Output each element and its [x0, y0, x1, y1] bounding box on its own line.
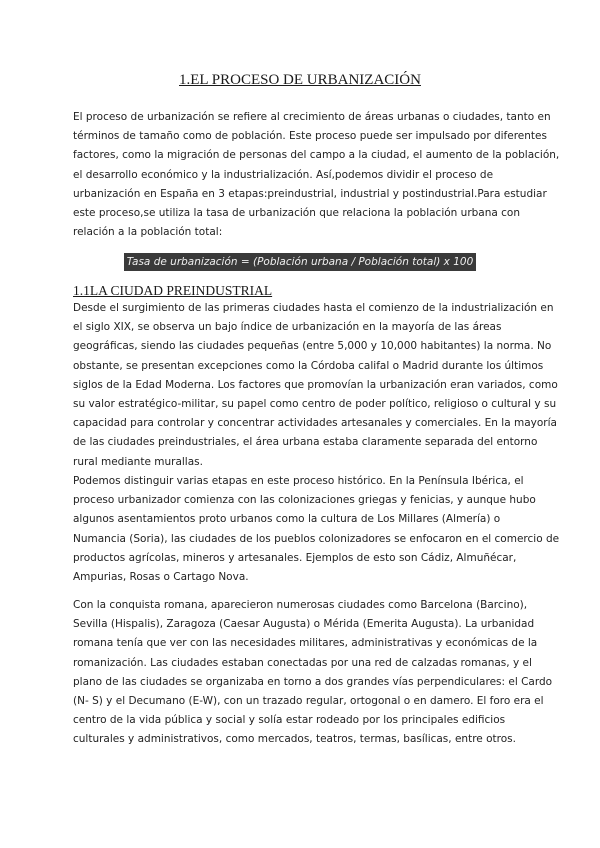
document-title: 1.EL PROCESO DE URBANIZACIÓN: [179, 72, 421, 88]
text-line: su valor estratégico-militar, su papel como centro de poder político, religioso o cultural y su: [73, 398, 557, 411]
text-line: rural mediante murallas.: [73, 455, 203, 468]
text-line: romana tenía que ver con las necesidades militares, administrativas y económicas de la: [73, 637, 538, 650]
text-line: (N- S) y el Decumano (E-W), con un trazado regular, ortogonal o en damero. El foro era el: [73, 695, 544, 708]
text-line: siglos de la Edad Moderna. Los factores que promovían la urbanización eran variados, como: [73, 378, 558, 391]
intro-paragraph: [73, 108, 560, 242]
text-line: El proceso de urbanización se refiere al crecimiento de áreas urbanas o ciudades, tanto en: [73, 111, 551, 123]
text-line: factores, como la migración de personas del campo a la ciudad, el aumento de la población,: [73, 149, 560, 162]
text-line: este proceso,se utiliza la tasa de urbanización que relaciona la población urbana con: [73, 207, 521, 220]
text-line: Desde el surgimiento de las primeras ciudades hasta el comienzo de la industrialización en: [73, 302, 554, 314]
text-line: centro de la vida pública y social y solía estar rodeado por los principales edificios: [73, 714, 506, 727]
text-line: Podemos distinguir varias etapas en este proceso histórico. En la Península Ibérica, el: [73, 475, 524, 487]
text-line: capacidad para controlar y concentrar actividades artesanales y comerciales. En la mayoría: [73, 417, 557, 430]
text-line: el siglo XIX, se observa un bajo índice de urbanización en la mayoría de las áreas: [73, 321, 502, 334]
text-line: plano de las ciudades se organizaba en torno a dos grandes vías perpendiculares: el Cardo: [73, 675, 553, 688]
text-line: Ampurias, Rosas o Cartago Nova.: [73, 571, 249, 584]
text-line: Con la conquista romana, aparecieron numerosas ciudades como Barcelona (Barcino),: [73, 599, 528, 611]
paragraph-roman: [73, 596, 553, 750]
text-line: productos agrícolas, mineros y artesanales. Ejemplos de esto son Cádiz, Almuñécar,: [73, 551, 517, 564]
text-line: romanización. Las ciudades estaban conectadas por una red de calzadas romanas, y el: [73, 656, 532, 669]
text-line: urbanización en España en 3 etapas:preindustrial, industrial y postindustrial.Para estudiar: [73, 187, 547, 200]
section-heading: 1.1LA CIUDAD PREINDUSTRIAL: [73, 283, 273, 298]
text-line: relación a la población total:: [73, 226, 223, 239]
text-line: Numancia (Soria), las ciudades de los pueblos colonizadores se enfocaron en el comercio de: [73, 532, 560, 545]
formula-block: [0, 250, 600, 271]
text-line: geográficas, siendo las ciudades pequeñas (entre 5,000 y 10,000 habitantes) la norma. No: [73, 340, 552, 353]
text-line: el desarrollo económico y la industrialización. Así,podemos dividir el proceso de: [73, 168, 494, 181]
formula-highlight: Tasa de urbanización = (Población urbana / Población total) x 100: [124, 253, 477, 271]
paragraph-stages: [73, 472, 560, 587]
text-line: obstante, se presentan excepciones como la Córdoba califal o Madrid durante los últimos: [73, 359, 544, 372]
text-line: términos de tamaño como de población. Este proceso puede ser impulsado por diferentes: [73, 130, 547, 143]
text-line: Sevilla (Hispalis), Zaragoza (Caesar Augusta) o Mérida (Emerita Augusta). La urbanidad: [73, 618, 535, 631]
text-line: culturales y administrativos, como mercados, teatros, termas, basílicas, entre otros.: [73, 733, 516, 746]
text-line: algunos asentamientos proto urbanos como la cultura de Los Millares (Almería) o: [73, 513, 501, 526]
paragraph-preindustrial: [73, 299, 558, 472]
text-line: proceso urbanizador comienza con las colonizaciones griegas y fenicias, y aunque hubo: [73, 494, 536, 507]
text-line: de las ciudades preindustriales, el área urbana estaba claramente separada del entorno: [73, 436, 538, 449]
